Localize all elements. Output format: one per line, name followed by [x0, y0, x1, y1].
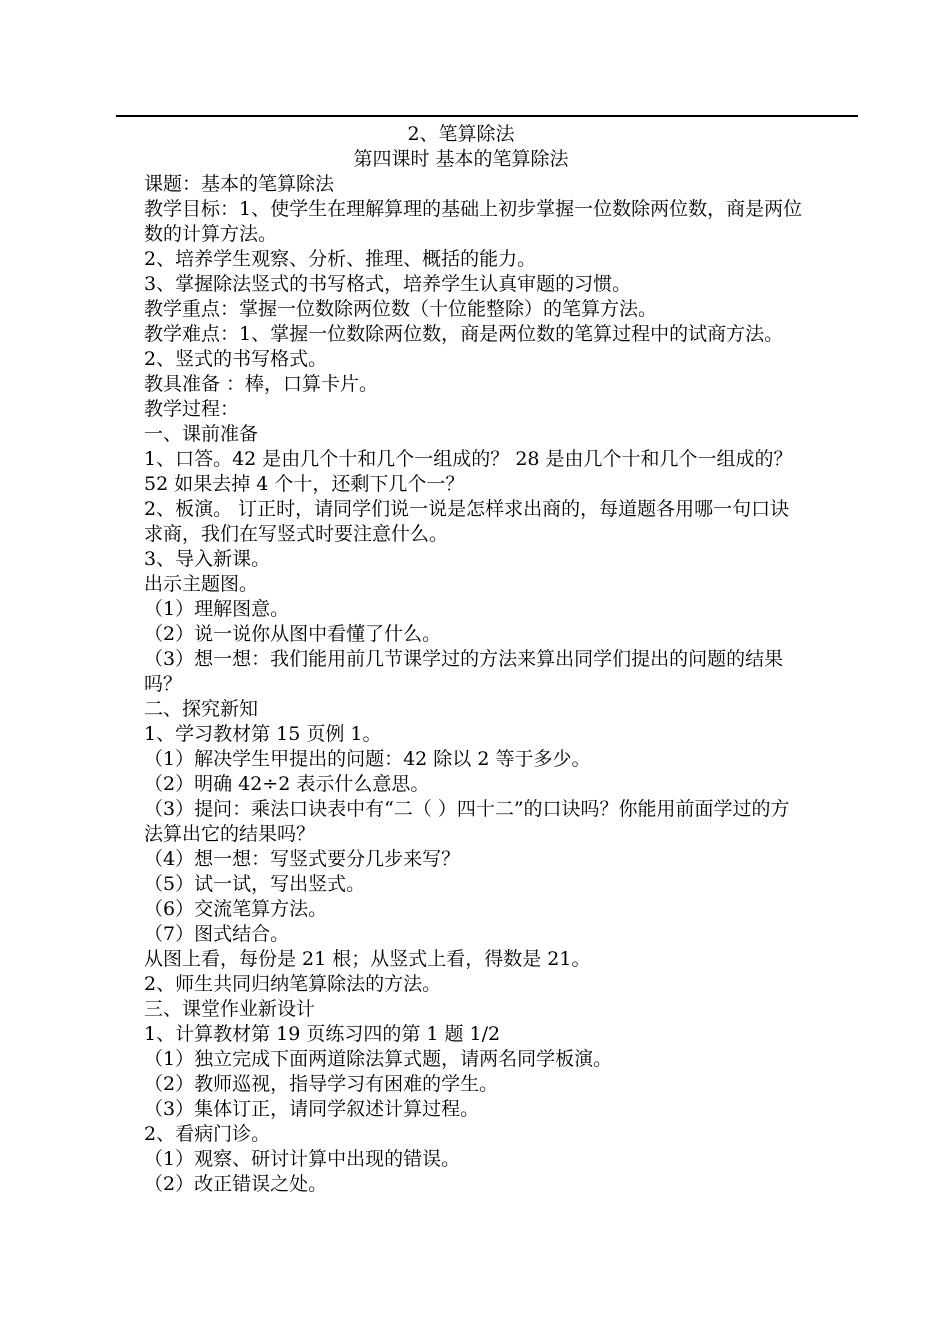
paragraph-line: （1）解决学生甲提出的问题：42 除以 2 等于多少。	[144, 748, 591, 770]
section-heading: 二、探究新知	[144, 698, 259, 720]
paragraph-line: 2、培养学生观察、分析、推理、概括的能力。	[144, 248, 537, 270]
paragraph-line: 2、师生共同归纳笔算除法的方法。	[144, 973, 442, 995]
paragraph-line: 1、口答。42 是由几个十和几个一组成的？ 28 是由几个十和几个一组成的？ 52 如果去掉 4 个十，还剩下几个一？	[144, 448, 793, 495]
paragraph-line: （2）明确 42÷2 表示什么意思。	[144, 773, 430, 795]
paragraph-line: （2）说一说你从图中看懂了什么。	[144, 623, 442, 645]
paragraph-line: 2、竖式的书写格式。	[144, 348, 328, 370]
paragraph-line: （3）想一想：我们能用前几节课学过的方法来算出同学们提出的问题的结果吗？	[144, 648, 784, 695]
paragraph-line: 教学难点：1、掌握一位数除两位数，商是两位数的笔算过程中的试商方法。	[144, 323, 784, 345]
paragraph-line: （3）提问：乘法口诀表中有“二（ ）四十二”的口诀吗？你能用前面学过的方法算出它的结果吗？	[144, 798, 790, 845]
paragraph-line: （1）独立完成下面两道除法算式题，请两名同学板演。	[144, 1048, 613, 1070]
document-title: 2、笔算除法	[407, 123, 515, 145]
paragraph-line: 教具准备 ：棒，口算卡片。	[144, 373, 379, 395]
paragraph-line: 课题：基本的笔算除法	[144, 173, 335, 195]
paragraph-line: 教学目标：1、使学生在理解算理的基础上初步掌握一位数除两位数，商是两位数的计算方法。	[144, 198, 803, 245]
paragraph-line: （7）图式结合。	[144, 923, 290, 945]
paragraph-line: （6）交流笔算方法。	[144, 898, 328, 920]
paragraph-line: （1）观察、研讨计算中出现的错误。	[144, 1148, 461, 1170]
paragraph-line: 1、计算教材第 19 页练习四的第 1 题 1/2	[144, 1023, 501, 1045]
lesson-subtitle: 第四课时 基本的笔算除法	[353, 148, 569, 170]
section-heading: 三、课堂作业新设计	[144, 998, 316, 1020]
document-body	[144, 122, 808, 1197]
section-heading: 一、课前准备	[144, 423, 259, 445]
paragraph-line: 教学重点：掌握一位数除两位数（十位能整除）的笔算方法。	[144, 298, 658, 320]
paragraph-line: （5）试一试，写出竖式。	[144, 873, 366, 895]
paragraph-line: 2、看病门诊。	[144, 1123, 271, 1145]
paragraph-line: 2、板演。 订正时，请同学们说一说是怎样求出商的，每道题各用哪一句口诀求商，我们在写竖式时要注意什么。	[144, 498, 790, 545]
paragraph-line: 从图上看，每份是 21 根；从竖式上看，得数是 21。	[144, 948, 591, 970]
paragraph-line: （2）教师巡视，指导学习有困难的学生。	[144, 1073, 499, 1095]
paragraph-line: 3、导入新课。	[144, 548, 271, 570]
paragraph-line: （2）改正错误之处。	[144, 1173, 328, 1195]
paragraph-line: 出示主题图。	[144, 573, 259, 595]
paragraph-line: 1、学习教材第 15 页例 1。	[144, 723, 382, 745]
header-rule	[116, 115, 858, 117]
paragraph-line: （3）集体订正，请同学叙述计算过程。	[144, 1098, 480, 1120]
paragraph-line: 教学过程：	[144, 398, 240, 420]
paragraph-line: （4）想一想：写竖式要分几步来写？	[144, 848, 461, 870]
paragraph-line: 3、掌握除法竖式的书写格式，培养学生认真审题的习惯。	[144, 273, 632, 295]
paragraph-line: （1）理解图意。	[144, 598, 290, 620]
